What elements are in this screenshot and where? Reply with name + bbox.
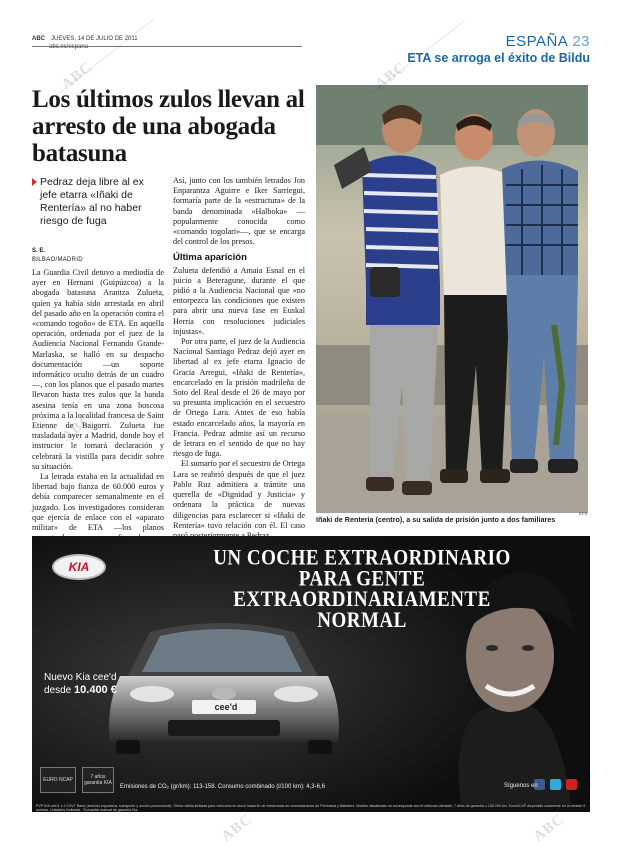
article-lede <box>32 176 162 228</box>
ad-model-name: Nuevo Kia cee'd <box>44 672 117 683</box>
paper-name: ABC <box>32 36 45 42</box>
photo-caption: Iñaki de Rentería (centro), a su salida de prisión junto a dos familiares <box>316 515 556 524</box>
watermark-logo: ABC <box>372 59 410 94</box>
ad-model-offer <box>44 672 117 697</box>
news-photo-illustration <box>316 85 588 513</box>
twitter-icon[interactable] <box>550 779 561 790</box>
warranty-badge: 7 años garantía KIA <box>82 767 114 793</box>
kia-advertisement[interactable] <box>32 536 590 812</box>
paragraph: La letrada estaba en la actualidad en libertad bajo fianza de 60.000 euros y debía comparecer semanalmente en el juzgado. Los investigadores consideran que ejercía de enlace con el «aparato militar» de ETA —los planos <box>32 472 164 533</box>
byline <box>32 247 162 265</box>
bullet-triangle-icon <box>32 178 37 186</box>
page-number: 23 <box>572 33 590 50</box>
article-subhead: Última aparición <box>173 252 247 264</box>
page-header <box>32 33 590 69</box>
ad-emissions: Emisiones de CO₂ (gr/km): 113-158. Consumo combinado (l/100 km): 4,3-6,6 <box>120 784 325 790</box>
paragraph: El sumario por el secuestro de Ortega Lara se reabrió después de que el juez Pablo Ruz admitiera a trámite una querella de «Dignidad y Justicia» y ordenara la práctica de nuevas diligencias para esclarecer si «Iñaki de Rentería» tuvo relación con él. El caso <box>173 459 305 530</box>
section-label-row <box>407 33 590 50</box>
ad-price-line <box>44 684 117 697</box>
section-name: ESPAÑA <box>505 33 569 50</box>
watermark-logo: ABC <box>58 411 96 446</box>
youtube-icon[interactable] <box>566 779 577 790</box>
watermark-logo: ABC <box>530 811 568 846</box>
section-kicker: ETA se arroga el éxito de Bildu <box>407 51 590 65</box>
paragraph: Así, junto con los también letrados Jon Enparantza Aguirre e Iker Sarriegui, formaría parte de la «estructura» de la banda denominada «Halboka» —popularmente conocida como «comando togolari»—, que se encarga del control de los presos. <box>173 176 305 247</box>
byline-author: S. E. <box>32 248 46 254</box>
ad-legal-text: PVP KIA cee'd 1.4 CVVT Basic (incluido impuestos, transporte y acción promocional). Oferta válida limitada para vehículos en stock hasta fin de existencias en concesionarios de Península y Baleares. Modelo visualizado no corresponde con el vehículo ofertado. 7 años de garantía o 150.000 km. EuroNCAP disponible solamente en la versión 5 puertas. Unidades limitadas. *Consultar manual de garantía Kia. <box>32 804 590 812</box>
photo-credit: EFE <box>579 511 588 516</box>
ad-price-prefix: desde <box>44 685 72 696</box>
euroncap-badge: EURO NCAP <box>40 767 76 793</box>
paragraph: Por otra parte, el juez de la Audiencia Nacional Santiago Pedraz dejó ayer en libertad al ex jefe etarra Ignacio de Gracia Arregui, «Iñaki de Rentería», encarcelado en la prisión madrileña de Soto del Real desde el 26 de mayo por su presunta implicación en el secuestro de Ortega Lara. Antes de eso había estado encarcelado años, la mayoría en Francia. Pedraz admite así un recurso de letrara en el sentido de que no hay riesgo de fuga. <box>173 337 305 459</box>
article-headline: Los últimos zulos llevan al arresto de una abogada batasuna <box>32 86 305 167</box>
license-plate: cee'd <box>214 702 238 712</box>
ad-headline-line: EXTRAORDINARIAMENTE <box>233 587 491 612</box>
ad-headline-line: NORMAL <box>317 608 407 633</box>
ad-headline <box>152 546 572 633</box>
kia-logo: KIA <box>52 554 106 580</box>
issue-date: JUEVES, 14 DE JULIO DE 2011 <box>51 36 138 42</box>
lede-text: Pedraz deja libre al ex jefe etarra «Iñaki de Rentería» al no haber riesgo de fuga <box>40 176 144 227</box>
ad-headline-line: PARA GENTE <box>298 567 426 592</box>
header-right <box>407 33 590 65</box>
paragraph: Zulueta defendió a Amaia Esnal en el juicio a Beteragune, durante el que pidió a la Audiencia Nacional que «no entorpezca las condiciones que existen para abrir una nueva fase en Euskal Herria con resoluciones judiciales injustas». <box>173 265 305 336</box>
byline-dateline: BILBAO/MADRID <box>32 257 83 263</box>
ad-headline-line: UN COCHE EXTRAORDINARIO <box>213 546 511 571</box>
paragraph: La Guardia Civil detuvo a mediodía de ayer en Hernani (Guipúzcoa) a la abogada batasuna Arantza Zulueta, quien ya había sido arrestada en abril del pasado año en la operación contra el «comando togoño» de ETA. En aquella operación, ordenada por el juez de la Audiencia Nacional Fernando Grande-Marlaska, se halló en su despacho documentación —un soporte informático oculto detrás de un cuadro—, con los planos que el pasado martes llevaron hasta tres zulos que la banda asesina tenía en una zona boscosa próxima a la localidad francesa de Saint Etienne de Baigorri. Zulueta fue trasladada ayer a Madrid, donde hoy el instructor le tomará declaración y celebrará la vistilla para decidir sobre su situación. <box>32 268 164 471</box>
header-rule <box>32 46 302 47</box>
header-left <box>32 35 138 51</box>
section-url[interactable]: abc.es/espana <box>49 44 89 50</box>
article-column-1 <box>32 268 164 574</box>
ad-follow-label: Síguenos en <box>504 783 538 789</box>
watermark-logo: ABC <box>58 59 96 94</box>
article-column-2 <box>173 176 305 541</box>
ad-price: 10.400 € <box>74 684 117 696</box>
news-photo <box>316 85 588 513</box>
watermark-logo: ABC <box>218 811 256 846</box>
